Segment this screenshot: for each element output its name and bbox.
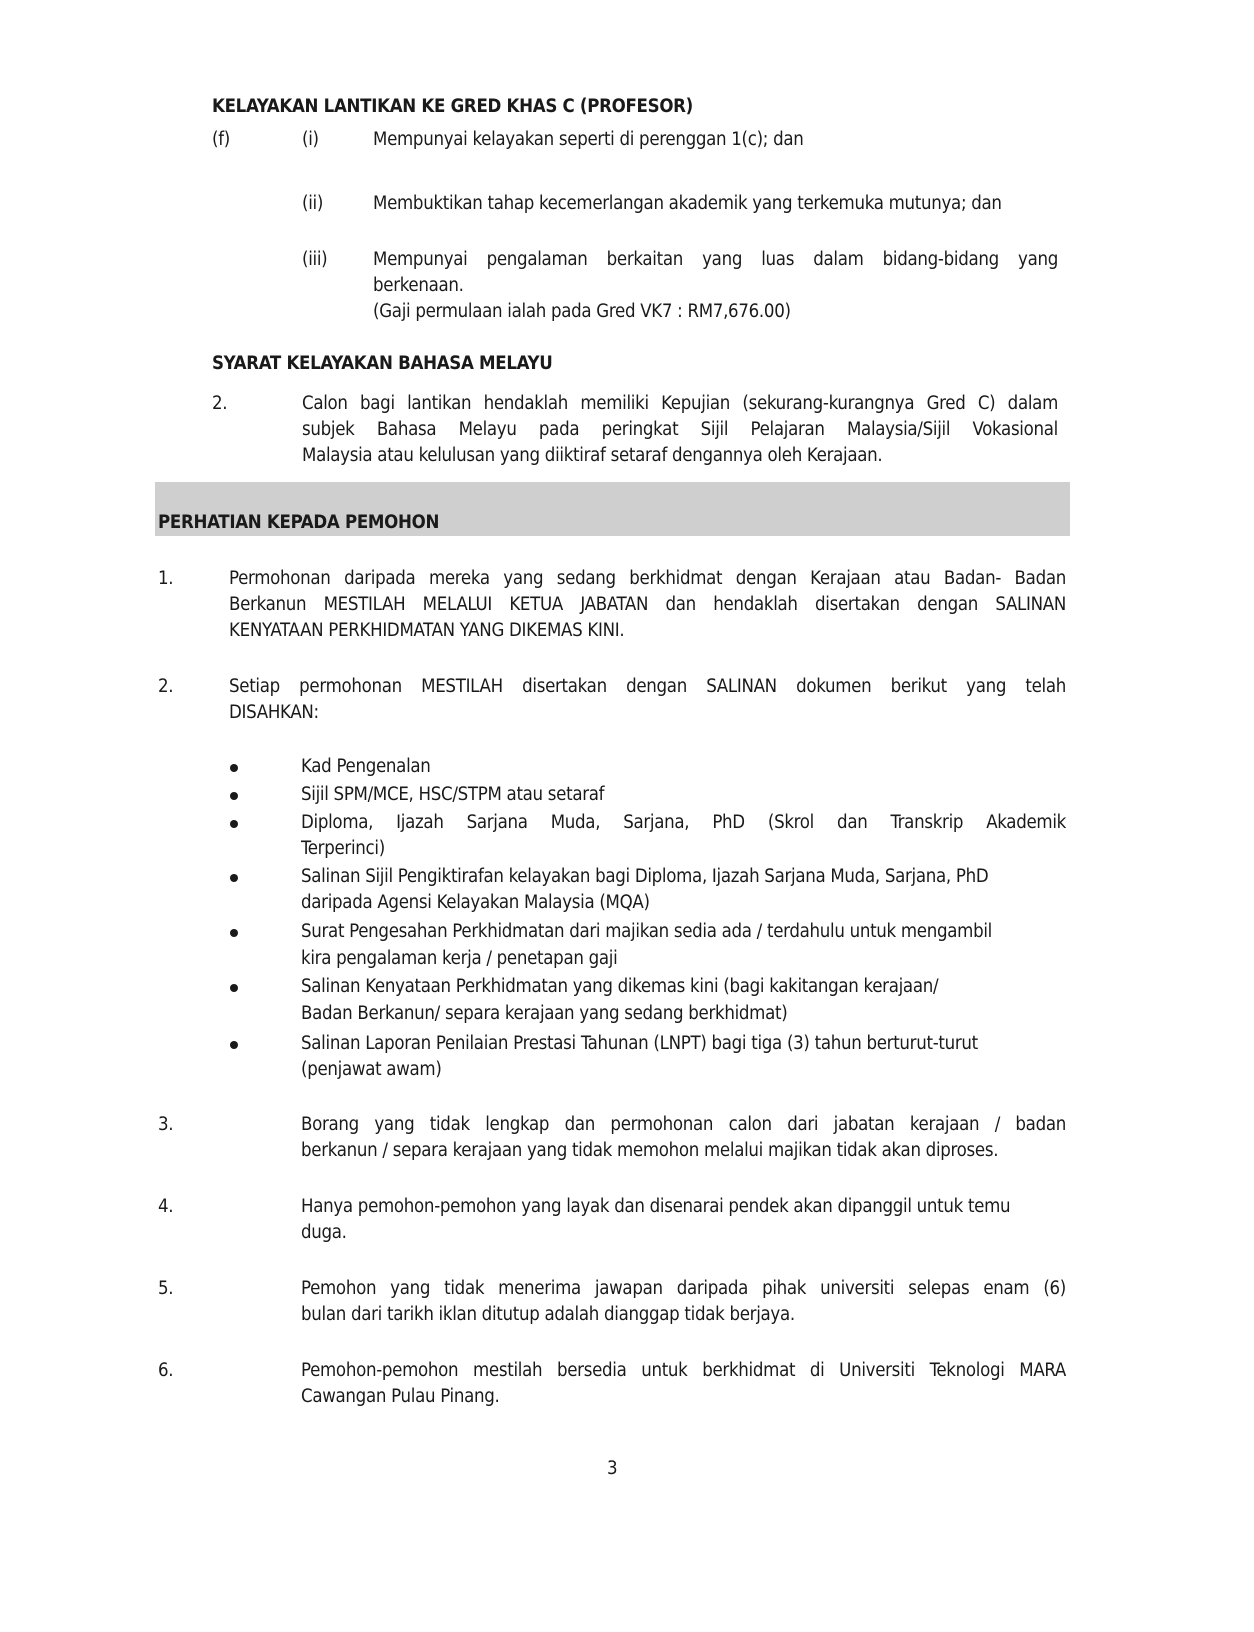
document-item-cont: Terperinci) xyxy=(301,838,385,859)
item-number: 2. xyxy=(158,676,174,697)
paragraph-line: bulan dari tarikh iklan ditutup adalah dianggap tidak berjaya. xyxy=(301,1304,795,1325)
paragraph-line: Permohonan daripada mereka yang sedang berkhidmat dengan Kerajaan atau Badan- Badan xyxy=(229,568,1066,589)
document-item: Salinan Laporan Penilaian Prestasi Tahunan (LNPT) bagi tiga (3) tahun berturut-turut xyxy=(301,1033,978,1054)
sub-item-text: Membuktikan tahap kecemerlangan akademik yang terkemuka mutunya; dan xyxy=(373,193,1002,214)
sub-item-text: Mempunyai kelayakan seperti di perenggan 1(c); dan xyxy=(373,129,804,150)
bullet-icon xyxy=(230,1041,238,1049)
bullet-icon xyxy=(230,764,238,772)
item-number: 1. xyxy=(158,568,174,589)
document-item-cont: kira pengalaman kerja / penetapan gaji xyxy=(301,948,618,969)
paragraph-line: DISAHKAN: xyxy=(229,702,319,723)
paragraph-line: Berkanun MESTILAH MELALUI KETUA JABATAN dan hendaklah disertakan dengan SALINAN xyxy=(229,594,1066,615)
paragraph-line: Pemohon yang tidak menerima jawapan daripada pihak universiti selepas enam (6) xyxy=(301,1278,1066,1299)
document-item: Salinan Sijil Pengiktirafan kelayakan bagi Diploma, Ijazah Sarjana Muda, Sarjana, PhD xyxy=(301,866,989,887)
paragraph-line: Calon bagi lantikan hendaklah memiliki Kepujian (sekurang-kurangnya Gred C) dalam xyxy=(302,393,1058,414)
salary-note: (Gaji permulaan ialah pada Gred VK7 : RM7,676.00) xyxy=(373,301,791,322)
sub-item-number: (i) xyxy=(302,129,319,150)
document-item: Diploma, Ijazah Sarjana Muda, Sarjana, PhD (Skrol dan Transkrip Akademik xyxy=(301,812,1066,833)
sub-item-text: Mempunyai pengalaman berkaitan yang luas dalam bidang-bidang yang xyxy=(373,249,1058,270)
sub-item-text: berkenaan. xyxy=(373,275,464,296)
item-number: 2. xyxy=(212,393,228,414)
bullet-icon xyxy=(230,820,238,828)
item-marker-f: (f) xyxy=(212,129,230,150)
bullet-icon xyxy=(230,874,238,882)
item-number: 6. xyxy=(158,1360,174,1381)
paragraph-line: Pemohon-pemohon mestilah bersedia untuk berkhidmat di Universiti Teknologi MARA xyxy=(301,1360,1066,1381)
paragraph-line: duga. xyxy=(301,1222,347,1243)
document-item-cont: Badan Berkanun/ separa kerajaan yang sedang berkhidmat) xyxy=(301,1003,788,1024)
paragraph-line: Cawangan Pulau Pinang. xyxy=(301,1386,500,1407)
section-heading-notice: PERHATIAN KEPADA PEMOHON xyxy=(158,512,440,533)
bullet-icon xyxy=(230,984,238,992)
document-item: Salinan Kenyataan Perkhidmatan yang dikemas kini (bagi kakitangan kerajaan/ xyxy=(301,976,939,997)
section-heading-bm: SYARAT KELAYAKAN BAHASA MELAYU xyxy=(212,353,553,374)
paragraph-line: subjek Bahasa Melayu pada peringkat Sijil Pelajaran Malaysia/Sijil Vokasional xyxy=(302,419,1058,440)
sub-item-number: (iii) xyxy=(302,249,328,270)
document-item: Kad Pengenalan xyxy=(301,756,431,777)
item-number: 5. xyxy=(158,1278,174,1299)
bullet-icon xyxy=(230,792,238,800)
paragraph-line: Hanya pemohon-pemohon yang layak dan disenarai pendek akan dipanggil untuk temu xyxy=(301,1196,1011,1217)
document-item: Sijil SPM/MCE, HSC/STPM atau setaraf xyxy=(301,784,605,805)
paragraph-line: Setiap permohonan MESTILAH disertakan dengan SALINAN dokumen berikut yang telah xyxy=(229,676,1066,697)
document-item: Surat Pengesahan Perkhidmatan dari majikan sedia ada / terdahulu untuk mengambil xyxy=(301,921,992,942)
document-item-cont: (penjawat awam) xyxy=(301,1059,442,1080)
section-heading-professor: KELAYAKAN LANTIKAN KE GRED KHAS C (PROFESOR) xyxy=(212,96,693,117)
item-number: 3. xyxy=(158,1114,174,1135)
bullet-icon xyxy=(230,929,238,937)
paragraph-line: berkanun / separa kerajaan yang tidak memohon melalui majikan tidak akan diproses. xyxy=(301,1140,999,1161)
page-number: 3 xyxy=(607,1458,618,1479)
sub-item-number: (ii) xyxy=(302,193,324,214)
item-number: 4. xyxy=(158,1196,174,1217)
document-item-cont: daripada Agensi Kelayakan Malaysia (MQA) xyxy=(301,892,650,913)
paragraph-line: Malaysia atau kelulusan yang diiktiraf setaraf dengannya oleh Kerajaan. xyxy=(302,445,883,466)
paragraph-line: KENYATAAN PERKHIDMATAN YANG DIKEMAS KINI. xyxy=(229,620,625,641)
paragraph-line: Borang yang tidak lengkap dan permohonan calon dari jabatan kerajaan / badan xyxy=(301,1114,1066,1135)
